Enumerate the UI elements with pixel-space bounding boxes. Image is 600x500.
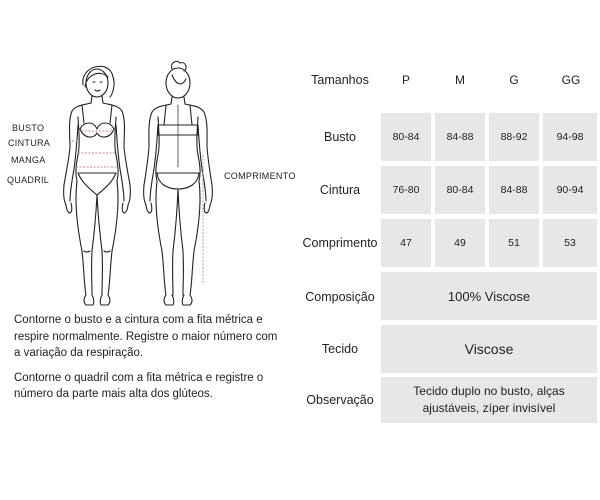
cell-cintura-p: 76-80 bbox=[381, 166, 431, 214]
label-manga: MANGA bbox=[11, 155, 46, 165]
label-quadril: QUADRIL bbox=[7, 175, 50, 185]
cell-cintura-gg: 90-94 bbox=[543, 166, 597, 214]
size-header-p: P bbox=[401, 73, 410, 87]
cell-observacao: Tecido duplo no busto, alças ajustáveis, zíper invisível bbox=[381, 377, 597, 423]
instruction-quadril: Contorne o quadril com a fita métrica e registre o número da parte mais alta dos glúteos. bbox=[14, 371, 264, 400]
cell-busto-gg: 94-98 bbox=[543, 113, 597, 161]
row-label-busto: Busto bbox=[324, 130, 356, 144]
cell-composicao: 100% Viscose bbox=[381, 272, 597, 320]
cell-busto-m: 84-88 bbox=[435, 113, 485, 161]
row-label-cintura: Cintura bbox=[319, 183, 361, 197]
size-header-gg: GG bbox=[561, 73, 581, 87]
label-cintura: CINTURA bbox=[8, 138, 51, 148]
cell-comprimento-m: 49 bbox=[435, 219, 485, 267]
row-label-observacao: Observação bbox=[306, 393, 374, 407]
cell-cintura-m: 80-84 bbox=[435, 166, 485, 214]
size-header-g: G bbox=[509, 73, 519, 87]
label-busto: BUSTO bbox=[12, 123, 45, 133]
cell-busto-g: 88-92 bbox=[489, 113, 539, 161]
cell-cintura-g: 84-88 bbox=[489, 166, 539, 214]
instruction-busto-cintura: Contorne o busto e a cintura com a fita métrica e respire normalmente. Registre o maior número com a variação da respiração. bbox=[14, 314, 278, 359]
cell-comprimento-p: 47 bbox=[381, 219, 431, 267]
row-label-comprimento: Comprimento bbox=[302, 236, 378, 250]
header-label-tamanhos: Tamanhos bbox=[311, 73, 369, 87]
row-label-tecido: Tecido bbox=[321, 342, 359, 356]
row-label-composicao: Composição bbox=[305, 290, 375, 304]
label-comprimento: COMPRIMENTO bbox=[224, 171, 296, 181]
cell-comprimento-gg: 53 bbox=[543, 219, 597, 267]
cell-busto-p: 80-84 bbox=[381, 113, 431, 161]
cell-tecido: Viscose bbox=[381, 325, 597, 373]
size-header-m: M bbox=[455, 73, 465, 87]
cell-comprimento-g: 51 bbox=[489, 219, 539, 267]
